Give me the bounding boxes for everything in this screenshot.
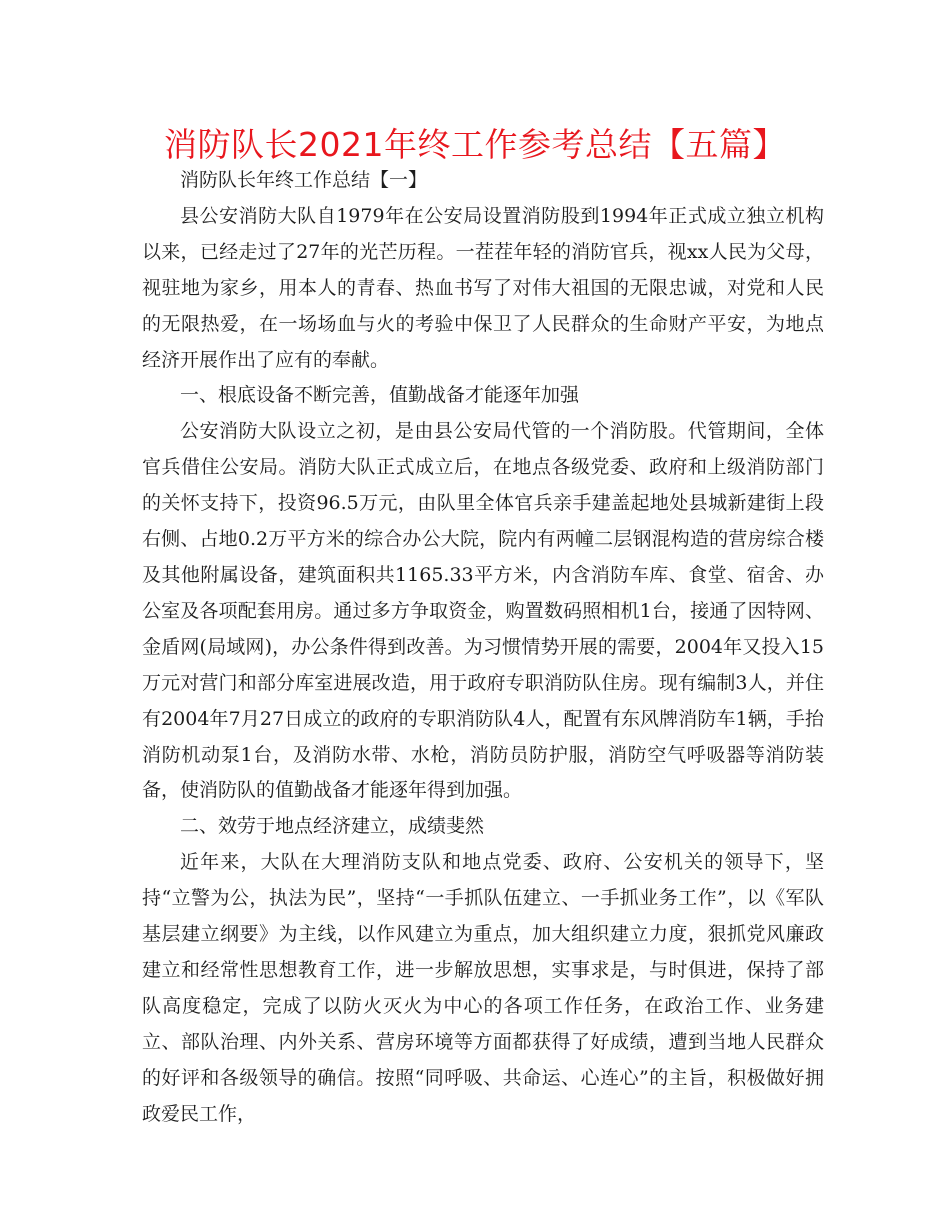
body-paragraph: 县公安消防大队自1979年在公安局设置消防股到1994年正式成立独立机构以来，已经走过了27年的光芒历程。一茬茬年轻的消防官兵，视xx人民为父母，视驻地为家乡，用本人的青春、热血书写了对伟大祖国的无限忠诚，对党和人民的无限热爱，在一场场血与火的考验中保卫了人民群众的生命财产平安，为地点经济开展作出了应有的奉献。 [142,204,824,371]
section-heading: 一、根底设备不断完善，值勤战备才能逐年加强 [180,384,580,407]
document-title: 消防队长2021年终工作参考总结【五篇】 [164,125,786,164]
document-body [142,163,824,1132]
body-paragraph: 近年来，大队在大理消防支队和地点党委、政府、公安机关的领导下，坚持“立警为公，执法为民”，坚持“一手抓队伍建立、一手抓业务工作”，以《军队基层建立纲要》为主线，以作风建立为重点，加大组织建立力度，狠抓党风廉政建立和经常性思想教育工作，进一步解放思想，实事求是，与时俱进，保持了部队高度稳定，完成了以防火灭火为中心的各项工作任务，在政治工作、业务建立、部队治理、内外关系、营房环境等方面都获得了好成绩，遭到当地人民群众的好评和各级领导的确信。按照“同呼吸、共命运、心连心”的主旨，积极做好拥政爱民工作， [142,851,824,1125]
section-heading: 消防队长年终工作总结【一】 [180,169,428,191]
body-paragraph: 公安消防大队设立之初，是由县公安局代管的一个消防股。代管期间，全体官兵借住公安局。消防大队正式成立后，在地点各级党委、政府和上级消防部门的关怀支持下，投资96.5万元，由队里全体官兵亲手建盖起地处县城新建街上段右侧、占地0.2万平方米的综合办公大院，院内有两幢二层钢混构造的营房综合楼及其他附属设备，建筑面积共1165.33平方米，内含消防车库、食堂、宿舍、办公室及各项配套用房。通过多方争取资金，购置数码照相机1台，接通了因特网、金盾网(局域网)，办公条件得到改善。为习惯情势开展的需要，2004年又投入15万元对营门和部分库室进展改造，用于政府专职消防队住房。现有编制3人，并住有2004年7月27日成立的政府的专职消防队4人，配置有东风牌消防车1辆，手抬消防机动泵1台，及消防水带、水枪，消防员防护服，消防空气呼吸器等消防装备，使消防队的值勤战备才能逐年得到加强。 [142,420,824,802]
section-heading: 二、效劳于地点经济建立，成绩斐然 [180,815,485,838]
